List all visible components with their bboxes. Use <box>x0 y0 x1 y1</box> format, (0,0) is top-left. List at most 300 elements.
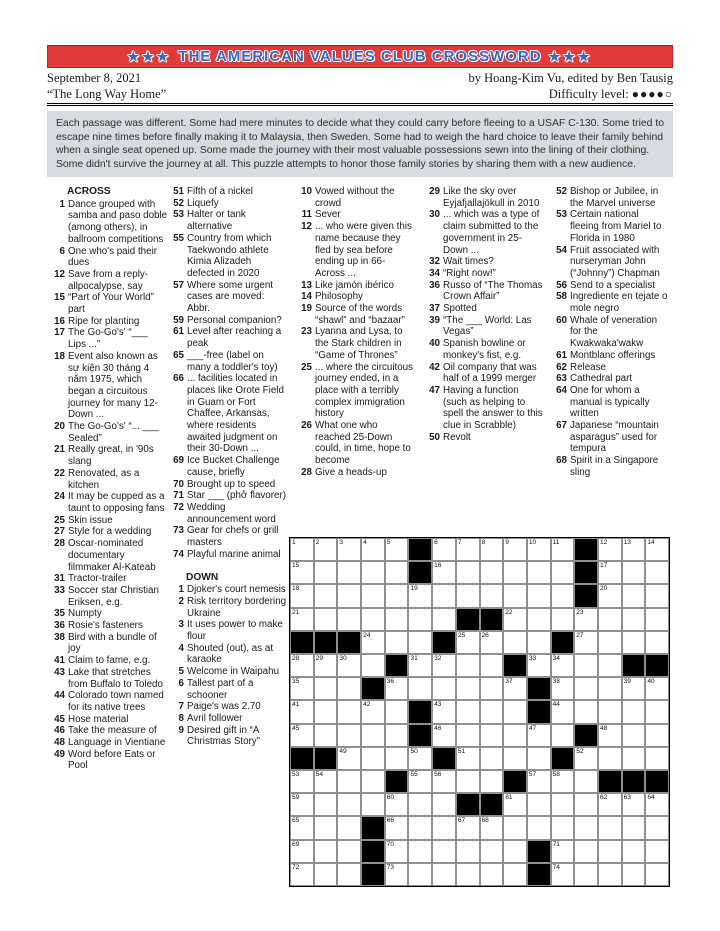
grid-cell[interactable] <box>527 793 551 816</box>
grid-cell[interactable] <box>337 561 361 584</box>
clue-item <box>172 549 287 561</box>
clue-item <box>555 350 670 362</box>
clue-text: Vowed without the crowd <box>315 186 395 209</box>
puzzle-title: “The Long Way Home” <box>47 87 167 101</box>
grid-cell[interactable] <box>645 793 669 816</box>
grid-cell[interactable] <box>408 816 432 839</box>
grid-cell[interactable] <box>361 561 385 584</box>
grid-cell-black <box>574 561 598 584</box>
clue-item <box>428 209 543 256</box>
grid-cell[interactable] <box>337 816 361 839</box>
grid-cell[interactable] <box>574 793 598 816</box>
grid-cell[interactable] <box>622 793 646 816</box>
grid-cell[interactable] <box>645 677 669 700</box>
grid-cell[interactable] <box>290 863 314 886</box>
grid-cell[interactable] <box>480 863 504 886</box>
clue-number: 63 <box>556 373 567 385</box>
cell-number: 13 <box>623 539 631 546</box>
grid-cell[interactable] <box>480 561 504 584</box>
clue-item <box>428 362 543 385</box>
grid-cell[interactable] <box>361 631 385 654</box>
grid-cell[interactable] <box>527 561 551 584</box>
grid-cell[interactable] <box>361 793 385 816</box>
grid-cell[interactable] <box>432 561 456 584</box>
cell-number: 51 <box>457 747 466 755</box>
clue-text: Rosie's fasteners <box>68 620 143 632</box>
grid-cell[interactable] <box>645 840 669 863</box>
grid-cell[interactable] <box>408 747 432 770</box>
grid-cell[interactable] <box>598 608 622 631</box>
grid-cell-black <box>574 538 598 561</box>
cell-number: 57 <box>528 771 537 778</box>
clue-text: The Go-Go's' “___ Lips ...” <box>68 327 148 351</box>
grid-cell[interactable] <box>574 840 598 863</box>
grid-cell[interactable] <box>574 863 598 886</box>
clue-number: 44 <box>54 690 65 702</box>
grid-cell[interactable] <box>385 793 409 816</box>
grid-cell[interactable] <box>361 770 385 793</box>
clue-number: 41 <box>54 655 65 667</box>
grid-cell[interactable] <box>314 863 338 886</box>
grid-cell[interactable] <box>574 654 598 677</box>
grid-cell[interactable] <box>314 770 338 793</box>
clue-item <box>172 643 287 666</box>
grid-cell[interactable] <box>314 584 338 607</box>
clue-section <box>172 572 287 749</box>
grid-cell[interactable] <box>337 840 361 863</box>
grid-cell[interactable] <box>503 724 527 747</box>
grid-cell[interactable] <box>527 654 551 677</box>
grid-cell[interactable] <box>314 538 338 561</box>
grid-cell[interactable] <box>574 677 598 700</box>
cell-number: 19 <box>410 585 418 593</box>
grid-cell[interactable] <box>432 816 456 839</box>
grid-cell[interactable] <box>503 793 527 816</box>
grid-cell[interactable] <box>645 700 669 723</box>
grid-cell[interactable] <box>314 561 338 584</box>
grid-cell[interactable] <box>290 793 314 816</box>
grid-cell[interactable] <box>361 584 385 607</box>
cell-number: 26 <box>481 631 489 639</box>
grid-cell[interactable] <box>598 561 622 584</box>
cell-number: 35 <box>292 678 300 686</box>
grid-cell[interactable] <box>574 700 598 723</box>
grid-cell[interactable] <box>574 747 598 770</box>
grid-cell[interactable] <box>456 677 480 700</box>
grid-cell[interactable] <box>456 840 480 863</box>
grid-cell[interactable] <box>456 747 480 770</box>
grid-cell[interactable] <box>432 863 456 886</box>
grid-cell[interactable] <box>361 747 385 770</box>
clue-item <box>428 280 543 303</box>
clue-item <box>53 749 168 772</box>
grid-cell[interactable] <box>408 631 432 654</box>
grid-cell[interactable] <box>432 608 456 631</box>
clue-number: 72 <box>173 501 184 513</box>
grid-cell[interactable] <box>598 677 622 700</box>
clue-text: Take the measure of <box>68 725 157 737</box>
clue-text: Spanish bowline or monkey's fist, e.g. <box>443 338 526 361</box>
grid-cell[interactable] <box>527 770 551 793</box>
grid-cell[interactable] <box>456 816 480 839</box>
grid-cell[interactable] <box>290 700 314 723</box>
grid-cell[interactable] <box>645 608 669 631</box>
stars-right-icon: ★★★ <box>548 48 593 64</box>
grid-cell[interactable] <box>480 631 504 654</box>
clue-text: ... who were given this name because they fled by sea before ending up in 66-Across ... <box>315 221 412 279</box>
clue-number: 32 <box>429 256 440 268</box>
grid-cell[interactable] <box>480 747 504 770</box>
grid-cell[interactable] <box>480 840 504 863</box>
cell-number: 56 <box>434 771 442 778</box>
grid-cell[interactable] <box>645 561 669 584</box>
grid-cell[interactable] <box>337 677 361 700</box>
clue-text: Risk territory bordering Ukraine <box>187 595 287 619</box>
grid-cell[interactable] <box>480 677 504 700</box>
grid-cell[interactable] <box>551 584 575 607</box>
grid-cell[interactable] <box>290 724 314 747</box>
grid-cell[interactable] <box>503 538 527 561</box>
grid-cell[interactable] <box>314 724 338 747</box>
grid-cell[interactable] <box>408 584 432 607</box>
clue-item <box>53 444 168 467</box>
grid-cell[interactable] <box>551 793 575 816</box>
clue-text: Avril follower <box>187 712 243 724</box>
grid-cell[interactable] <box>551 677 575 700</box>
cell-number: 23 <box>576 608 584 616</box>
grid-cell[interactable] <box>622 724 646 747</box>
grid-cell[interactable] <box>622 608 646 631</box>
grid-cell[interactable] <box>432 770 456 793</box>
grid-cell[interactable] <box>598 584 622 607</box>
clue-column-5 <box>555 186 670 479</box>
grid-cell[interactable] <box>314 677 338 700</box>
clue-number: 31 <box>54 573 65 585</box>
grid-cell[interactable] <box>551 840 575 863</box>
grid-cell[interactable] <box>645 584 669 607</box>
grid-cell[interactable] <box>503 584 527 607</box>
clue-text: Give a heads-up <box>315 466 387 478</box>
grid-cell[interactable] <box>598 724 622 747</box>
grid-cell[interactable] <box>314 700 338 723</box>
grid-cell[interactable] <box>598 654 622 677</box>
grid-cell[interactable] <box>503 863 527 886</box>
clue-item <box>300 280 415 292</box>
clue-number: 16 <box>54 315 65 327</box>
grid-cell[interactable] <box>432 654 456 677</box>
grid-cell[interactable] <box>337 724 361 747</box>
grid-cell[interactable] <box>598 700 622 723</box>
grid-cell[interactable] <box>645 816 669 839</box>
grid-cell[interactable] <box>645 724 669 747</box>
clue-text: The Go-Go's' “... ___ Sealed” <box>68 421 159 444</box>
clue-number: 59 <box>173 314 184 326</box>
grid-cell[interactable] <box>622 747 646 770</box>
grid-cell[interactable] <box>551 700 575 723</box>
clue-text: Bishop or Jubilee, in the Marvel universe <box>570 186 659 209</box>
grid-cell[interactable] <box>385 677 409 700</box>
clue-number: 52 <box>556 186 567 197</box>
clue-item <box>428 432 543 444</box>
grid-cell[interactable] <box>598 793 622 816</box>
grid-cell[interactable] <box>290 654 314 677</box>
grid-cell[interactable] <box>480 538 504 561</box>
clue-item <box>555 373 670 385</box>
grid-cell[interactable] <box>645 631 669 654</box>
grid-cell[interactable] <box>314 793 338 816</box>
grid-cell[interactable] <box>527 538 551 561</box>
issue-date: September 8, 2021 <box>47 71 142 85</box>
grid-cell[interactable] <box>598 747 622 770</box>
grid-cell[interactable] <box>503 840 527 863</box>
grid-cell[interactable] <box>408 608 432 631</box>
grid-cell[interactable] <box>622 677 646 700</box>
grid-cell[interactable] <box>598 840 622 863</box>
cell-number: 16 <box>434 562 442 570</box>
grid-cell[interactable] <box>503 700 527 723</box>
clue-item <box>53 585 168 608</box>
grid-cell[interactable] <box>337 654 361 677</box>
clue-text: ... where the circuitous journey ended, in a place with a terribly complex immigration history <box>315 361 414 420</box>
grid-cell[interactable] <box>432 538 456 561</box>
grid-cell[interactable] <box>645 863 669 886</box>
grid-cell[interactable] <box>598 631 622 654</box>
grid-cell[interactable] <box>551 561 575 584</box>
grid-cell[interactable] <box>408 677 432 700</box>
grid-cell[interactable] <box>432 793 456 816</box>
clue-text: “Right now!” <box>443 267 496 279</box>
clue-item <box>172 713 287 725</box>
cell-number: 39 <box>623 678 631 686</box>
grid-cell[interactable] <box>408 840 432 863</box>
grid-cell[interactable] <box>361 724 385 747</box>
clue-text: Gear for chefs or grill masters <box>187 525 279 549</box>
grid-cell[interactable] <box>480 584 504 607</box>
grid-cell[interactable] <box>385 700 409 723</box>
grid-cell[interactable] <box>503 631 527 654</box>
grid-cell[interactable] <box>432 840 456 863</box>
grid-cell[interactable] <box>456 561 480 584</box>
grid-cell[interactable] <box>456 631 480 654</box>
grid-cell-black <box>551 631 575 654</box>
grid-cell[interactable] <box>622 840 646 863</box>
grid-cell[interactable] <box>432 584 456 607</box>
grid-cell[interactable] <box>480 654 504 677</box>
grid-cell[interactable] <box>527 584 551 607</box>
cell-number: 37 <box>505 678 513 686</box>
clue-item <box>172 233 287 280</box>
grid-cell[interactable] <box>503 747 527 770</box>
grid-cell[interactable] <box>385 816 409 839</box>
grid-cell[interactable] <box>290 538 314 561</box>
cell-number: 73 <box>386 863 395 871</box>
clue-text: ... facilities located in places like Orote Field in Guam or Fort Chaffee, Arkansas, where residents awaited judgment on their 30-Down ... <box>187 373 284 455</box>
clue-item <box>53 538 168 573</box>
grid-cell[interactable] <box>337 747 361 770</box>
grid-cell[interactable] <box>456 770 480 793</box>
grid-cell[interactable] <box>408 770 432 793</box>
grid-cell[interactable] <box>456 724 480 747</box>
grid-cell[interactable] <box>456 863 480 886</box>
grid-cell[interactable] <box>290 677 314 700</box>
cell-number: 28 <box>292 655 300 662</box>
clue-text: Djoker's court nemesis <box>187 584 286 596</box>
grid-cell[interactable] <box>503 816 527 839</box>
grid-cell[interactable] <box>622 584 646 607</box>
clue-text: Sever <box>315 209 341 221</box>
grid-cell[interactable] <box>551 724 575 747</box>
grid-cell[interactable] <box>551 608 575 631</box>
grid-cell[interactable] <box>622 816 646 839</box>
clue-number: 48 <box>54 737 65 749</box>
grid-cell[interactable] <box>480 724 504 747</box>
clue-item <box>428 303 543 315</box>
grid-cell[interactable] <box>385 747 409 770</box>
grid-cell[interactable] <box>456 700 480 723</box>
grid-cell[interactable] <box>527 747 551 770</box>
grid-cell[interactable] <box>551 863 575 886</box>
grid-cell[interactable] <box>290 608 314 631</box>
grid-cell[interactable] <box>408 863 432 886</box>
grid-cell[interactable] <box>385 608 409 631</box>
grid-cell[interactable] <box>598 538 622 561</box>
grid-cell[interactable] <box>527 631 551 654</box>
clue-number: 70 <box>173 478 184 490</box>
grid-cell[interactable] <box>337 793 361 816</box>
grid-cell[interactable] <box>290 816 314 839</box>
clue-text: Star ___ (phở flavorer) <box>187 490 286 502</box>
cell-number: 42 <box>363 701 371 709</box>
grid-cell[interactable] <box>432 700 456 723</box>
grid-cell[interactable] <box>385 561 409 584</box>
grid-cell[interactable] <box>290 840 314 863</box>
clue-item <box>172 326 287 349</box>
clue-item <box>172 315 287 327</box>
grid-cell[interactable] <box>314 816 338 839</box>
grid-cell[interactable] <box>551 538 575 561</box>
clue-number: 17 <box>54 327 65 339</box>
grid-cell[interactable] <box>337 608 361 631</box>
clue-item <box>172 701 287 713</box>
clue-number: 38 <box>54 631 65 643</box>
cell-number: 47 <box>528 724 537 732</box>
grid-cell[interactable] <box>432 724 456 747</box>
clue-text: Russo of “The Thomas Crown Affair” <box>443 279 543 303</box>
grid-cell[interactable] <box>551 816 575 839</box>
grid-cell-black <box>480 608 504 631</box>
grid-cell[interactable] <box>408 654 432 677</box>
grid-cell[interactable] <box>574 770 598 793</box>
clue-number: 66 <box>173 373 184 385</box>
grid-cell[interactable] <box>480 770 504 793</box>
stars-left-icon: ★★★ <box>127 48 172 64</box>
grid-cell[interactable] <box>361 608 385 631</box>
grid-cell[interactable] <box>337 538 361 561</box>
grid-cell[interactable] <box>598 816 622 839</box>
clue-text: Hose material <box>68 713 129 725</box>
grid-cell[interactable] <box>480 700 504 723</box>
clue-number: 73 <box>173 525 184 537</box>
grid-cell[interactable] <box>456 538 480 561</box>
grid-cell[interactable] <box>622 538 646 561</box>
cell-number: 62 <box>599 794 608 802</box>
grid-cell[interactable] <box>551 770 575 793</box>
grid-cell[interactable] <box>574 608 598 631</box>
clue-item <box>555 362 670 374</box>
grid-cell[interactable] <box>385 863 409 886</box>
clue-section <box>555 186 670 479</box>
clue-text: Paige's was 2.70 <box>187 701 261 713</box>
grid-cell[interactable] <box>337 700 361 723</box>
grid-cell[interactable] <box>385 631 409 654</box>
clue-text: Really great, in '90s slang <box>68 444 154 468</box>
grid-cell[interactable] <box>385 584 409 607</box>
grid-cell[interactable] <box>622 631 646 654</box>
grid-cell[interactable] <box>314 608 338 631</box>
clue-item <box>53 714 168 726</box>
grid-cell[interactable] <box>622 700 646 723</box>
grid-cell[interactable] <box>527 724 551 747</box>
grid-cell[interactable] <box>385 538 409 561</box>
grid-cell[interactable] <box>551 654 575 677</box>
grid-cell[interactable] <box>456 654 480 677</box>
grid-cell[interactable] <box>385 724 409 747</box>
grid-cell[interactable] <box>361 538 385 561</box>
grid-cell[interactable] <box>337 770 361 793</box>
grid-cell[interactable] <box>645 538 669 561</box>
grid-cell[interactable] <box>290 561 314 584</box>
grid-cell[interactable] <box>337 584 361 607</box>
grid-cell[interactable] <box>337 863 361 886</box>
grid-cell[interactable] <box>574 816 598 839</box>
grid-cell[interactable] <box>314 654 338 677</box>
grid-cell[interactable] <box>598 863 622 886</box>
clue-section <box>300 186 415 479</box>
clue-number: 69 <box>173 455 184 467</box>
clue-text: Whale of veneration for the Kwakwaka'wakw <box>570 314 658 350</box>
grid-cell[interactable] <box>503 608 527 631</box>
grid-cell[interactable] <box>290 584 314 607</box>
clue-item <box>53 246 168 269</box>
grid-cell[interactable] <box>574 631 598 654</box>
grid-cell[interactable] <box>622 561 646 584</box>
grid-cell[interactable] <box>503 561 527 584</box>
grid-cell[interactable] <box>361 654 385 677</box>
grid-cell[interactable] <box>408 793 432 816</box>
clue-number: 12 <box>54 268 65 280</box>
grid-cell[interactable] <box>480 816 504 839</box>
difficulty-rating <box>549 86 673 102</box>
grid-cell[interactable] <box>314 840 338 863</box>
grid-cell[interactable] <box>527 816 551 839</box>
cell-number: 53 <box>292 771 300 778</box>
grid-cell[interactable] <box>503 677 527 700</box>
grid-cell[interactable] <box>290 770 314 793</box>
grid-cell[interactable] <box>361 700 385 723</box>
grid-cell[interactable] <box>385 840 409 863</box>
clue-number: 60 <box>556 314 567 326</box>
grid-cell[interactable] <box>622 863 646 886</box>
clue-item <box>300 326 415 361</box>
grid-cell[interactable] <box>432 677 456 700</box>
clue-number: 30 <box>429 209 440 221</box>
cell-number: 20 <box>599 585 608 593</box>
grid-cell-black <box>527 677 551 700</box>
clue-number: 25 <box>301 361 312 373</box>
grid-cell[interactable] <box>645 747 669 770</box>
grid-cell[interactable] <box>527 608 551 631</box>
grid-cell[interactable] <box>456 584 480 607</box>
